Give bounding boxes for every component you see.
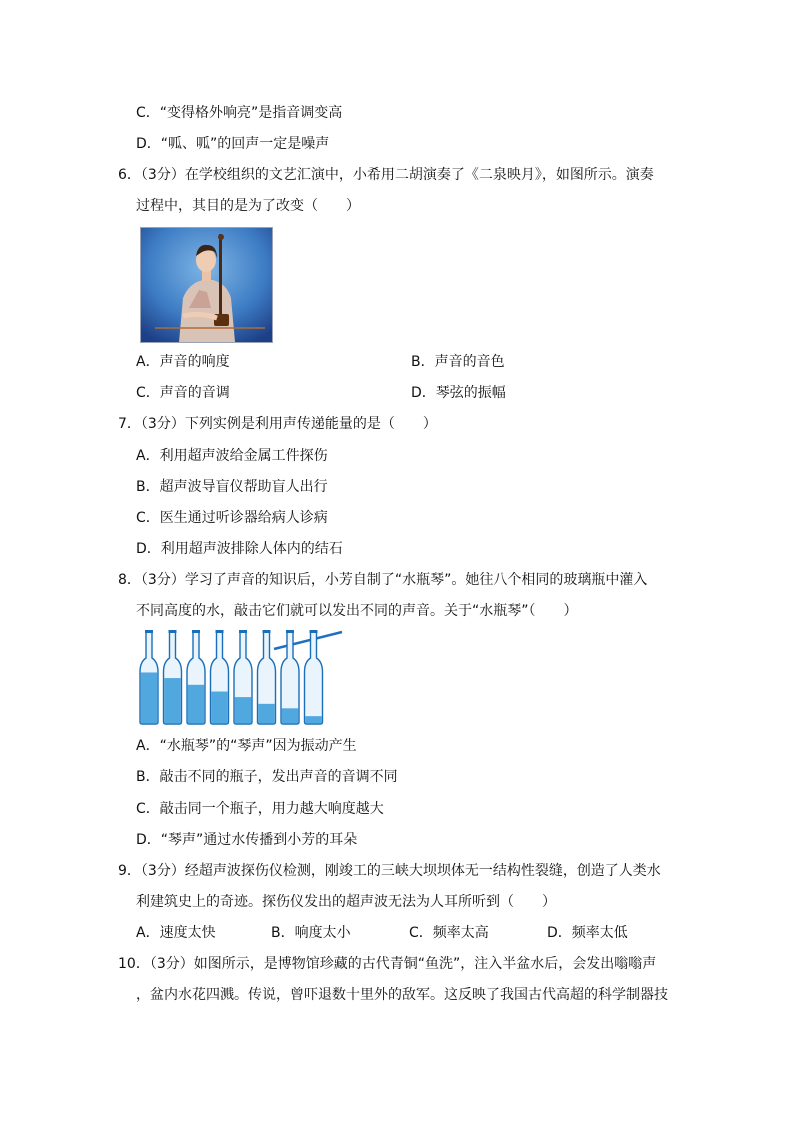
bottle-water-8 (305, 716, 321, 723)
q9-option-c: C．频率太高 (409, 925, 489, 941)
q6-option-b: B．声音的音色 (411, 354, 505, 370)
q7-option-a: A．利用超声波给金属工件探伤 (136, 448, 328, 464)
erhu-performance-photo (140, 227, 273, 343)
q8-option-b: B．敲击不同的瓶子，发出声音的音调不同 (136, 769, 398, 785)
bottle-6 (258, 630, 276, 724)
q9-stem-line2: 利建筑史上的奇迹。探伤仪发出的超声波无法为人耳所听到（ ） (136, 894, 556, 910)
q6-option-d: D．琴弦的振幅 (411, 385, 506, 401)
bottle-7 (281, 630, 299, 724)
q9-option-d: D．频率太低 (547, 925, 628, 941)
q7-stem: 7．（3分）下列实例是利用声传递能量的是（ ） (118, 416, 437, 432)
q9-option-a: A．速度太快 (136, 925, 216, 941)
bottle-water-6 (258, 704, 274, 723)
bottle-8 (305, 630, 323, 724)
q8-option-d: D．“琴声”通过水传播到小芳的耳朵 (136, 832, 358, 848)
q6-option-c: C．声音的音调 (136, 385, 230, 401)
bottle-water-7 (282, 708, 298, 723)
bottle-4 (211, 630, 229, 724)
q8-option-a: A．“水瓶琴”的“琴声”因为振动产生 (136, 738, 357, 754)
bottle-water-3 (188, 685, 204, 723)
bottle-water-5 (235, 697, 251, 723)
q8-stem-line1: 8．（3分）学习了声音的知识后，小芳自制了“水瓶琴”。她往八个相同的玻璃瓶中灌入 (118, 572, 648, 588)
bottle-water-4 (211, 692, 227, 724)
q8-stem-line2: 不同高度的水，敲击它们就可以发出不同的声音。关于“水瓶琴”（ ） (136, 603, 578, 619)
q7-option-c: C．医生通过听诊器给病人诊病 (136, 510, 328, 526)
q7-option-b: B．超声波导盲仪帮助盲人出行 (136, 479, 328, 495)
bottle-2 (164, 630, 182, 724)
q8-option-c: C．敲击同一个瓶子，用力越大响度越大 (136, 801, 384, 817)
q6-option-a: A．声音的响度 (136, 354, 230, 370)
bottle-1 (140, 630, 158, 724)
q6-stem-line1: 6．（3分）在学校组织的文艺汇演中，小希用二胡演奏了《二泉映月》，如图所示。演奏 (118, 167, 654, 183)
q10-stem-line2: ，盆内水花四溅。传说，曾吓退数十里外的敌军。这反映了我国古代高超的科学制器技 (136, 987, 668, 1003)
erhu-photo-illustration (141, 228, 272, 342)
q7-option-d: D．利用超声波排除人体内的结石 (136, 541, 343, 557)
q6-stem-line2: 过程中，其目的是为了改变（ ） (136, 198, 360, 214)
q9-stem-line1: 9．（3分）经超声波探伤仪检测，刚竣工的三峡大坝坝体无一结构性裂缝，创造了人类水 (118, 863, 661, 879)
q5-option-d: D．“呱、呱”的回声一定是噪声 (136, 136, 330, 152)
q10-stem-line1: 10．（3分）如图所示，是博物馆珍藏的古代青铜“鱼洗”，注入半盆水后，会发出嗡嗡声 (118, 956, 657, 972)
water-bottle-xylophone (136, 628, 346, 726)
q9-option-b: B．响度太小 (271, 925, 351, 941)
bottle-3 (187, 630, 205, 724)
bottle-5 (234, 630, 252, 724)
bottle-water-2 (164, 678, 180, 723)
bottle-water-1 (141, 672, 157, 723)
q5-option-c: C．“变得格外响亮”是指音调变高 (136, 105, 343, 121)
